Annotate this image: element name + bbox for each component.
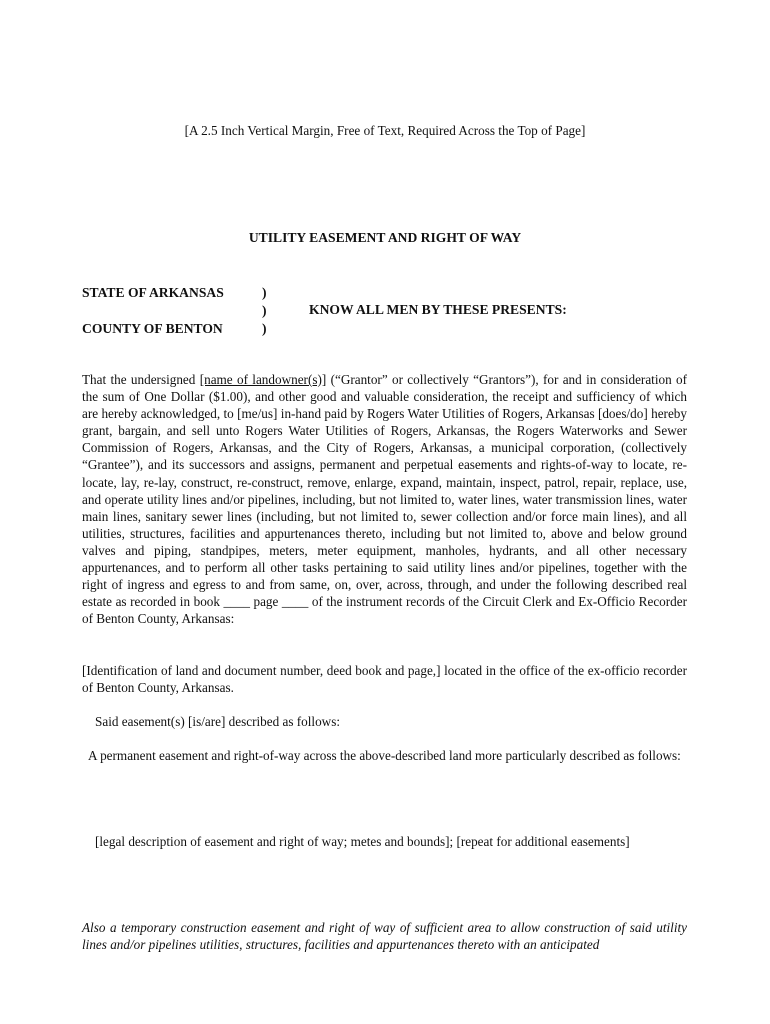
temporary-easement-paragraph: Also a temporary construction easement and right of way of sufficient area to allow construction of said utility lines and/or pipelines utilities, structures, facilities and appurtenances thereto with an anticipated — [82, 920, 687, 953]
caption-paren-2: ) — [262, 303, 267, 318]
caption-paren-1: ) — [262, 285, 267, 300]
described-as-follows: Said easement(s) [is/are] described as follows: — [95, 714, 340, 729]
grant-body: (“Grantor” or collectively “Grantors”), for and in consideration of the sum of One Dollar ($1.00), and other good and valuable consideration, the receipt and sufficiency of which are hereby acknowledged, to [me/us] in-hand paid by Rogers Water Utilities of Rogers, Arkansas [does/do] hereby grant, bargain, and sell unto Rogers Water Utilities of Rogers, Arkansas, the Rogers Waterworks and Sewer Commission of Rogers, Arkansas, and the City of Rogers, Arkansas, a municipal corporation, (collectively “Grantee”), and its successors and assigns, permanent and perpetual easements and rights-of-way to locate, re-locate, lay, re-lay, construct, re-construct, remove, enlarge, expand, maintain, inspect, patrol, repair, replace, use, and operate utility lines and/or pipelines, including, but not limited to, water lines, water transmission lines, water main lines, sanitary sewer lines (including, but not limited to, sewer collection and/or force main lines), and all utilities, structures, facilities and appurtenances thereto, including but not limited to, above and below ground valves and piping, standpipes, meters, meter equipment, manholes, hydrants, and all other necessary appurtenances, and to perform all other tasks pertaining to said utility lines and/or pipelines, together with the right of ingress and egress to and from same, on, over, across, through, and under the following described real estate as recorded in book ____ page ____ of the instrument records of the Circuit Clerk and Ex-Officio Recorder of Benton County, Arkansas: — [82, 372, 687, 627]
grant-lead: That the undersigned — [82, 372, 200, 387]
top-margin-note: [A 2.5 Inch Vertical Margin, Free of Text, Required Across the Top of Page] — [184, 123, 586, 138]
permanent-easement-paragraph: A permanent easement and right-of-way across the above-described land more particularly described as follows: — [88, 748, 681, 763]
legal-description-placeholder: [legal description of easement and right of way; metes and bounds]; [repeat for additional easements] — [95, 834, 630, 849]
caption-paren-3: ) — [262, 321, 267, 336]
caption-know-all: KNOW ALL MEN BY THESE PRESENTS: — [309, 302, 567, 317]
caption-state: STATE OF ARKANSAS — [82, 285, 224, 300]
identification-paragraph: [Identification of land and document number, deed book and page,] located in the office of the ex-officio recorder of Benton County, Arkansas. — [82, 663, 687, 696]
landowner-placeholder: [name of landowner(s)] — [199, 372, 327, 387]
grant-paragraph — [82, 371, 687, 627]
caption-county: COUNTY OF BENTON — [82, 321, 223, 336]
document-title: UTILITY EASEMENT AND RIGHT OF WAY — [248, 230, 522, 245]
